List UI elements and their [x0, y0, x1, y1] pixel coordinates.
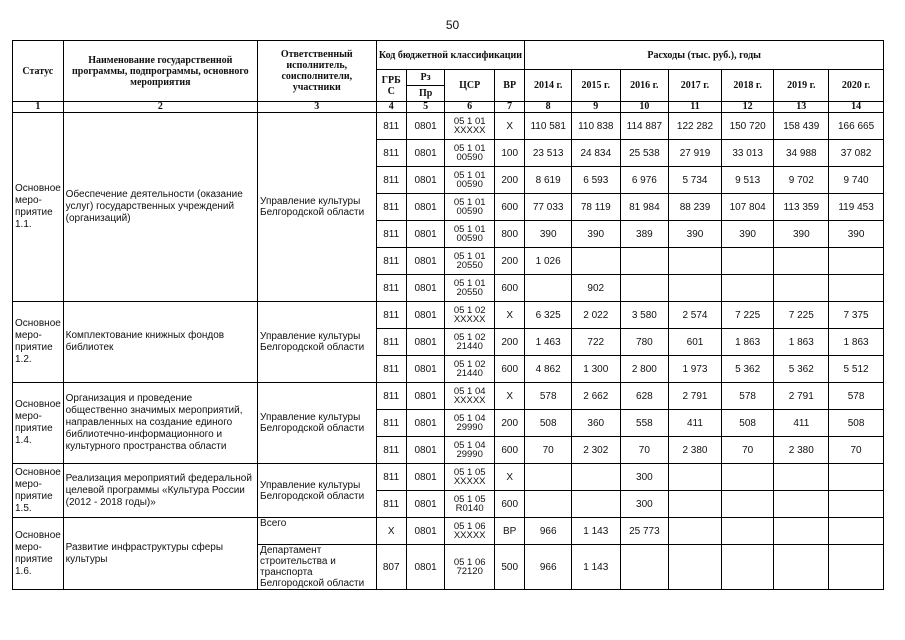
- grbs-cell: 811: [376, 410, 406, 437]
- table-header: [13, 41, 884, 113]
- header-responsible: Ответственный исполнитель, соисполнители, участники: [258, 41, 376, 102]
- expense-value-cell: [721, 518, 774, 545]
- expense-value-cell: 77 033: [525, 194, 572, 221]
- expense-value-cell: [620, 248, 669, 275]
- vr-cell: 200: [494, 329, 524, 356]
- expense-value-cell: 390: [669, 221, 722, 248]
- column-number: 11: [669, 102, 722, 113]
- expense-value-cell: 1 863: [829, 329, 884, 356]
- expense-value-cell: 508: [829, 410, 884, 437]
- vr-cell: 600: [494, 437, 524, 464]
- rz-pr-cell: 0801: [406, 464, 444, 491]
- header-year: 2016 г.: [620, 70, 669, 102]
- csr-code-cell: 05 1 04 29990: [445, 437, 495, 464]
- expense-value-cell: 390: [829, 221, 884, 248]
- expense-value-cell: [525, 464, 572, 491]
- page-number: 50: [445, 18, 460, 32]
- expense-value-cell: 25 538: [620, 140, 669, 167]
- vr-cell: 600: [494, 194, 524, 221]
- column-number: 2: [63, 102, 257, 113]
- expense-value-cell: 1 143: [571, 545, 620, 590]
- expense-value-cell: 37 082: [829, 140, 884, 167]
- expense-value-cell: [829, 464, 884, 491]
- expense-value-cell: 107 804: [721, 194, 774, 221]
- grbs-cell: 811: [376, 491, 406, 518]
- rz-pr-cell: 0801: [406, 221, 444, 248]
- expense-value-cell: 300: [620, 491, 669, 518]
- vr-cell: 800: [494, 221, 524, 248]
- grbs-cell: 811: [376, 464, 406, 491]
- expense-value-cell: 110 581: [525, 113, 572, 140]
- expense-value-cell: 360: [571, 410, 620, 437]
- expense-value-cell: 3 580: [620, 302, 669, 329]
- expense-value-cell: [774, 545, 829, 590]
- column-numbers-row: [13, 102, 884, 113]
- csr-code-cell: 05 1 02 ХХХХХ: [445, 302, 495, 329]
- column-number: 10: [620, 102, 669, 113]
- vr-cell: 600: [494, 275, 524, 302]
- header-vr: ВР: [494, 70, 524, 102]
- table-row: [13, 464, 884, 491]
- expense-value-cell: 7 225: [721, 302, 774, 329]
- vr-cell: 600: [494, 491, 524, 518]
- activity-name-cell: Развитие инфраструктуры сферы культуры: [63, 518, 257, 590]
- header-year: 2014 г.: [525, 70, 572, 102]
- expense-value-cell: 6 976: [620, 167, 669, 194]
- expense-value-cell: 558: [620, 410, 669, 437]
- rz-pr-cell: 0801: [406, 248, 444, 275]
- grbs-cell: 811: [376, 113, 406, 140]
- csr-code-cell: 05 1 01 00590: [445, 194, 495, 221]
- expense-value-cell: 578: [525, 383, 572, 410]
- rz-pr-cell: 0801: [406, 167, 444, 194]
- expense-value-cell: 628: [620, 383, 669, 410]
- responsible-cell: Управление культуры Белгородской области: [258, 113, 376, 302]
- rz-pr-cell: 0801: [406, 194, 444, 221]
- expense-value-cell: 24 834: [571, 140, 620, 167]
- column-number: 6: [445, 102, 495, 113]
- rz-pr-cell: 0801: [406, 140, 444, 167]
- header-name: Наименование государственной программы, подпрограммы, основного мероприятия: [63, 41, 257, 102]
- expense-value-cell: [829, 275, 884, 302]
- csr-code-cell: 05 1 04 ХХХХХ: [445, 383, 495, 410]
- expense-value-cell: [669, 275, 722, 302]
- expense-value-cell: 23 513: [525, 140, 572, 167]
- expense-value-cell: [829, 545, 884, 590]
- expense-value-cell: [721, 464, 774, 491]
- expense-value-cell: [620, 545, 669, 590]
- rz-pr-cell: 0801: [406, 113, 444, 140]
- expense-value-cell: 601: [669, 329, 722, 356]
- expense-value-cell: [669, 464, 722, 491]
- expense-value-cell: 390: [571, 221, 620, 248]
- activity-name-cell: Комплектование книжных фондов библиотек: [63, 302, 257, 383]
- expense-value-cell: [829, 491, 884, 518]
- expense-value-cell: [669, 518, 722, 545]
- expense-value-cell: 2 791: [669, 383, 722, 410]
- header-year: 2020 г.: [829, 70, 884, 102]
- expense-value-cell: [721, 491, 774, 518]
- column-number: 9: [571, 102, 620, 113]
- expense-value-cell: 508: [721, 410, 774, 437]
- expense-value-cell: 5 734: [669, 167, 722, 194]
- vr-cell: 200: [494, 248, 524, 275]
- expense-value-cell: 9 702: [774, 167, 829, 194]
- table-body: [13, 113, 884, 590]
- csr-code-cell: 05 1 04 29990: [445, 410, 495, 437]
- expense-value-cell: [620, 275, 669, 302]
- grbs-cell: 811: [376, 140, 406, 167]
- rz-pr-cell: 0801: [406, 545, 444, 590]
- expense-value-cell: 508: [525, 410, 572, 437]
- expense-value-cell: [774, 518, 829, 545]
- expense-value-cell: 389: [620, 221, 669, 248]
- column-number: 12: [721, 102, 774, 113]
- expense-value-cell: [774, 491, 829, 518]
- csr-code-cell: 05 1 05 ХХХХХ: [445, 464, 495, 491]
- column-number: 13: [774, 102, 829, 113]
- expense-value-cell: [669, 545, 722, 590]
- grbs-cell: 811: [376, 383, 406, 410]
- grbs-cell: 811: [376, 437, 406, 464]
- expense-value-cell: 27 919: [669, 140, 722, 167]
- expense-value-cell: 70: [829, 437, 884, 464]
- expense-value-cell: 88 239: [669, 194, 722, 221]
- expense-value-cell: 150 720: [721, 113, 774, 140]
- csr-code-cell: 05 1 01 00590: [445, 140, 495, 167]
- expense-value-cell: 114 887: [620, 113, 669, 140]
- expense-value-cell: [721, 248, 774, 275]
- responsible-cell: Управление культуры Белгородской области: [258, 464, 376, 518]
- expense-value-cell: 166 665: [829, 113, 884, 140]
- column-number: 4: [376, 102, 406, 113]
- csr-code-cell: 05 1 02 21440: [445, 356, 495, 383]
- expense-value-cell: [669, 491, 722, 518]
- expense-value-cell: 722: [571, 329, 620, 356]
- expense-value-cell: 390: [774, 221, 829, 248]
- table-row: [13, 518, 884, 545]
- expense-value-cell: 2 380: [669, 437, 722, 464]
- activity-name-cell: Реализация мероприятий федеральной целевой программы «Культура России (2012 - 2018 годы)»: [63, 464, 257, 518]
- csr-code-cell: 05 1 01 ХХХХХ: [445, 113, 495, 140]
- grbs-cell: 811: [376, 356, 406, 383]
- status-cell: Основное меро-приятие 1.6.: [13, 518, 64, 590]
- expense-value-cell: [571, 464, 620, 491]
- expense-value-cell: 9 740: [829, 167, 884, 194]
- expense-value-cell: 2 662: [571, 383, 620, 410]
- csr-code-cell: 05 1 06 72120: [445, 545, 495, 590]
- column-number: 3: [258, 102, 376, 113]
- expense-value-cell: 158 439: [774, 113, 829, 140]
- grbs-cell: Х: [376, 518, 406, 545]
- expense-value-cell: [571, 248, 620, 275]
- expense-value-cell: 390: [721, 221, 774, 248]
- grbs-cell: 811: [376, 302, 406, 329]
- header-csr: ЦСР: [445, 70, 495, 102]
- expense-value-cell: 8 619: [525, 167, 572, 194]
- header-pr: Пр: [406, 86, 444, 102]
- header-year: 2019 г.: [774, 70, 829, 102]
- csr-code-cell: 05 1 06 ХХХХХ: [445, 518, 495, 545]
- expense-value-cell: 411: [774, 410, 829, 437]
- expense-value-cell: 6 325: [525, 302, 572, 329]
- grbs-cell: 811: [376, 275, 406, 302]
- table-row: [13, 302, 884, 329]
- rz-pr-cell: 0801: [406, 410, 444, 437]
- header-budget-code: Код бюджетной классификации: [376, 41, 525, 70]
- header-grbs: ГРБ С: [376, 70, 406, 102]
- responsible-cell: Управление культуры Белгородской области: [258, 383, 376, 464]
- responsible-cell: Всего: [258, 518, 376, 545]
- activity-name-cell: Организация и проведение общественно значимых мероприятий, направленных на создание единого библиотечно-информационного и культурного пространства области: [63, 383, 257, 464]
- csr-code-cell: 05 1 01 00590: [445, 221, 495, 248]
- csr-code-cell: 05 1 01 20550: [445, 275, 495, 302]
- header-rz: Рз: [406, 70, 444, 86]
- expense-value-cell: 70: [525, 437, 572, 464]
- vr-cell: 200: [494, 167, 524, 194]
- table-row: [13, 383, 884, 410]
- expense-value-cell: 300: [620, 464, 669, 491]
- grbs-cell: 811: [376, 329, 406, 356]
- expense-value-cell: 578: [829, 383, 884, 410]
- column-number: 14: [829, 102, 884, 113]
- csr-code-cell: 05 1 01 00590: [445, 167, 495, 194]
- rz-pr-cell: 0801: [406, 302, 444, 329]
- expense-value-cell: [829, 518, 884, 545]
- expense-value-cell: [774, 464, 829, 491]
- expense-value-cell: [721, 545, 774, 590]
- grbs-cell: 807: [376, 545, 406, 590]
- vr-cell: 500: [494, 545, 524, 590]
- status-cell: Основное меро-приятие 1.5.: [13, 464, 64, 518]
- expense-value-cell: 780: [620, 329, 669, 356]
- column-number: 8: [525, 102, 572, 113]
- column-number: 1: [13, 102, 64, 113]
- expense-value-cell: [525, 275, 572, 302]
- expense-value-cell: 70: [620, 437, 669, 464]
- expense-value-cell: 122 282: [669, 113, 722, 140]
- expense-value-cell: 5 512: [829, 356, 884, 383]
- rz-pr-cell: 0801: [406, 518, 444, 545]
- rz-pr-cell: 0801: [406, 329, 444, 356]
- rz-pr-cell: 0801: [406, 356, 444, 383]
- status-cell: Основное меро-приятие 1.4.: [13, 383, 64, 464]
- expense-value-cell: 78 119: [571, 194, 620, 221]
- expense-value-cell: 1 463: [525, 329, 572, 356]
- expense-value-cell: 1 143: [571, 518, 620, 545]
- status-cell: Основное меро-приятие 1.2.: [13, 302, 64, 383]
- expense-value-cell: 1 026: [525, 248, 572, 275]
- vr-cell: 100: [494, 140, 524, 167]
- expense-value-cell: 113 359: [774, 194, 829, 221]
- expense-value-cell: 7 375: [829, 302, 884, 329]
- vr-cell: ВР: [494, 518, 524, 545]
- expense-value-cell: 6 593: [571, 167, 620, 194]
- header-status: Статус: [13, 41, 64, 102]
- vr-cell: Х: [494, 383, 524, 410]
- expense-value-cell: 7 225: [774, 302, 829, 329]
- table-row: [13, 113, 884, 140]
- activity-name-cell: Обеспечение деятельности (оказание услуг) государственных учреждений (организаций): [63, 113, 257, 302]
- rz-pr-cell: 0801: [406, 437, 444, 464]
- rz-pr-cell: 0801: [406, 383, 444, 410]
- rz-pr-cell: 0801: [406, 491, 444, 518]
- expense-value-cell: 2 022: [571, 302, 620, 329]
- expense-value-cell: 2 574: [669, 302, 722, 329]
- column-number: 7: [494, 102, 524, 113]
- expense-value-cell: [721, 275, 774, 302]
- header-expenses: Расходы (тыс. руб.), годы: [525, 41, 884, 70]
- expense-value-cell: 81 984: [620, 194, 669, 221]
- csr-code-cell: 05 1 05 R0140: [445, 491, 495, 518]
- expense-value-cell: [525, 491, 572, 518]
- header-year: 2018 г.: [721, 70, 774, 102]
- expense-value-cell: 33 013: [721, 140, 774, 167]
- vr-cell: 600: [494, 356, 524, 383]
- expense-value-cell: 70: [721, 437, 774, 464]
- expense-value-cell: 5 362: [721, 356, 774, 383]
- grbs-cell: 811: [376, 248, 406, 275]
- expense-value-cell: 966: [525, 545, 572, 590]
- expense-value-cell: 1 863: [774, 329, 829, 356]
- vr-cell: Х: [494, 113, 524, 140]
- expense-value-cell: 4 862: [525, 356, 572, 383]
- csr-code-cell: 05 1 02 21440: [445, 329, 495, 356]
- header-year: 2015 г.: [571, 70, 620, 102]
- grbs-cell: 811: [376, 167, 406, 194]
- expense-value-cell: 5 362: [774, 356, 829, 383]
- expense-value-cell: 1 863: [721, 329, 774, 356]
- expense-value-cell: 1 300: [571, 356, 620, 383]
- grbs-cell: 811: [376, 194, 406, 221]
- expense-value-cell: 2 380: [774, 437, 829, 464]
- expense-value-cell: 902: [571, 275, 620, 302]
- expense-value-cell: [669, 248, 722, 275]
- expense-value-cell: 25 773: [620, 518, 669, 545]
- status-cell: Основное меро-приятие 1.1.: [13, 113, 64, 302]
- expense-value-cell: 2 791: [774, 383, 829, 410]
- grbs-cell: 811: [376, 221, 406, 248]
- expense-value-cell: [571, 491, 620, 518]
- expense-value-cell: [774, 275, 829, 302]
- expense-value-cell: 1 973: [669, 356, 722, 383]
- expense-value-cell: [774, 248, 829, 275]
- responsible-cell: Департамент строительства и транспорта Белгородской области: [258, 545, 376, 590]
- expense-value-cell: 9 513: [721, 167, 774, 194]
- expense-value-cell: 578: [721, 383, 774, 410]
- column-number: 5: [406, 102, 444, 113]
- csr-code-cell: 05 1 01 20550: [445, 248, 495, 275]
- budget-table: [12, 40, 884, 590]
- responsible-cell: Управление культуры Белгородской области: [258, 302, 376, 383]
- expense-value-cell: 2 800: [620, 356, 669, 383]
- expense-value-cell: 34 988: [774, 140, 829, 167]
- expense-value-cell: 110 838: [571, 113, 620, 140]
- expense-value-cell: 2 302: [571, 437, 620, 464]
- vr-cell: Х: [494, 302, 524, 329]
- expense-value-cell: 966: [525, 518, 572, 545]
- header-year: 2017 г.: [669, 70, 722, 102]
- expense-value-cell: 390: [525, 221, 572, 248]
- vr-cell: 200: [494, 410, 524, 437]
- vr-cell: Х: [494, 464, 524, 491]
- expense-value-cell: [829, 248, 884, 275]
- expense-value-cell: 119 453: [829, 194, 884, 221]
- expense-value-cell: 411: [669, 410, 722, 437]
- rz-pr-cell: 0801: [406, 275, 444, 302]
